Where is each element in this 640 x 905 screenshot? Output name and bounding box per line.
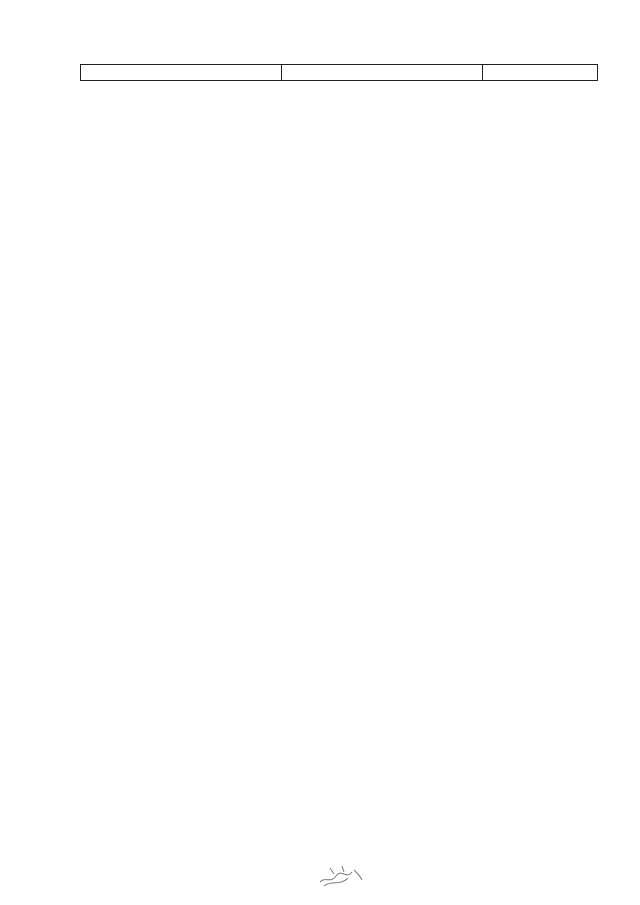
table-header xyxy=(80,64,598,81)
header-col-3 xyxy=(483,65,597,80)
signature-mark xyxy=(318,862,364,888)
header-col-1 xyxy=(81,65,281,80)
header-col-2 xyxy=(282,65,482,80)
